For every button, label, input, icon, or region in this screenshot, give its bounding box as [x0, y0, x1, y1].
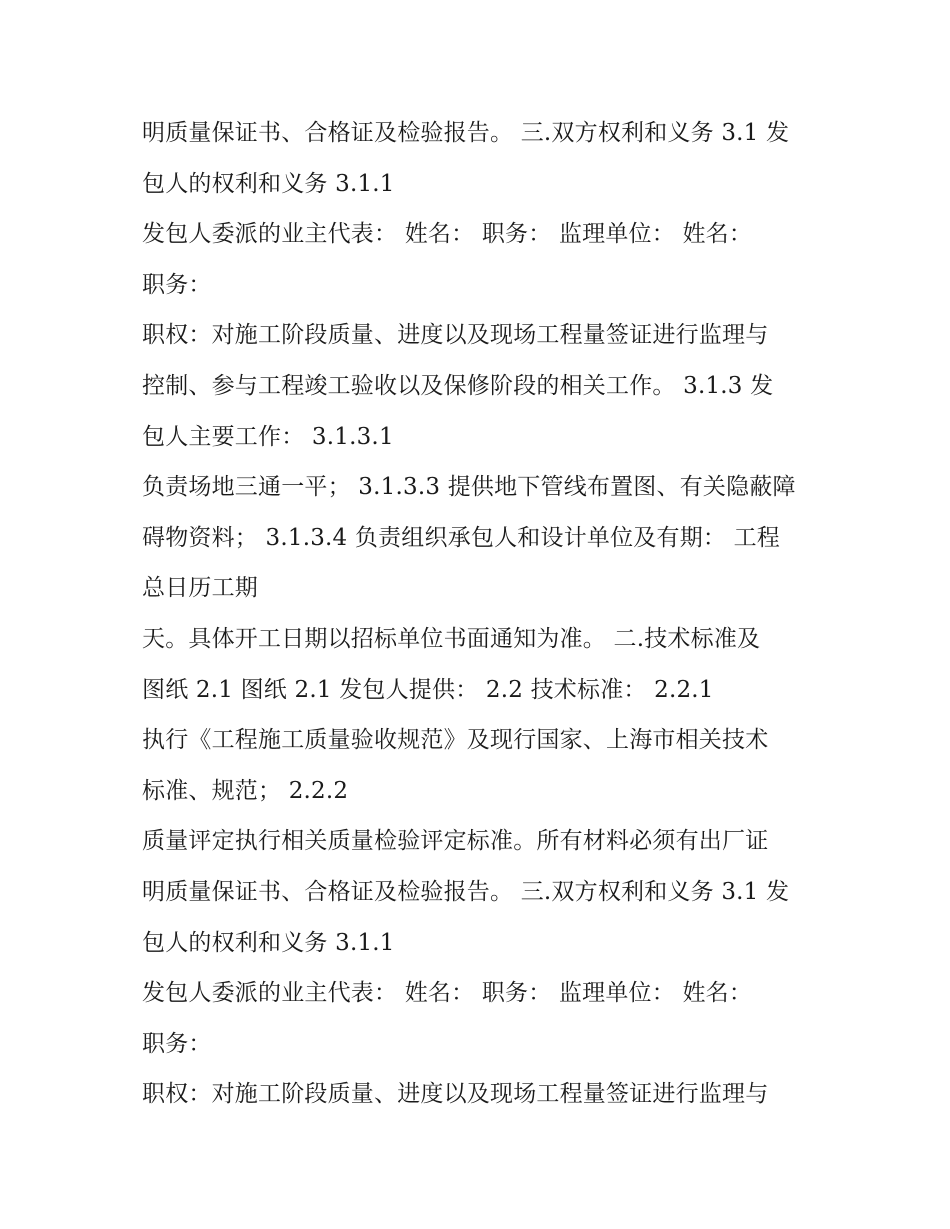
text-line: 包人的权利和义务 3.1.1: [142, 929, 395, 956]
text-line: 执行《工程施工质量验收规范》及现行国家、上海市相关技术: [142, 727, 769, 754]
text-line: 职权：对施工阶段质量、进度以及现场工程量签证进行监理与: [142, 322, 769, 349]
text-line: 职权：对施工阶段质量、进度以及现场工程量签证进行监理与: [142, 1081, 769, 1108]
text-line: 明质量保证书、合格证及检验报告。 三.双方权利和义务 3.1 发: [142, 120, 790, 146]
text-line: 控制、参与工程竣工验收以及保修阶段的相关工作。 3.1.3 发: [142, 372, 774, 399]
document-body: [142, 108, 822, 1120]
text-line: 发包人委派的业主代表： 姓名： 职务： 监理单位： 姓名：: [142, 221, 753, 248]
text-line: 质量评定执行相关质量检验评定标准。所有材料必须有出厂证: [142, 828, 769, 855]
text-line: 负责场地三通一平； 3.1.3.3 提供地下管线布置图、有关隐蔽障: [142, 474, 796, 501]
text-line: 图纸 2.1 图纸 2.1 发包人提供： 2.2 技术标准： 2.2.1: [142, 676, 714, 703]
text-line: 职务：: [142, 271, 212, 298]
text-line: 明质量保证书、合格证及检验报告。 三.双方权利和义务 3.1 发: [142, 878, 790, 905]
text-line: 职务：: [142, 1030, 212, 1057]
text-line: 总日历工期: [142, 575, 258, 602]
text-line: 标准、规范； 2.2.2: [142, 777, 349, 804]
text-line: 包人主要工作： 3.1.3.1: [142, 423, 394, 450]
text-line: 碍物资料； 3.1.3.4 负责组织承包人和设计单位及有期： 工程: [142, 524, 780, 551]
text-line: 发包人委派的业主代表： 姓名： 职务： 监理单位： 姓名：: [142, 980, 753, 1007]
text-line: 天。具体开工日期以招标单位书面通知为准。 二.技术标准及: [142, 625, 761, 652]
text-line: 包人的权利和义务 3.1.1: [142, 170, 395, 197]
